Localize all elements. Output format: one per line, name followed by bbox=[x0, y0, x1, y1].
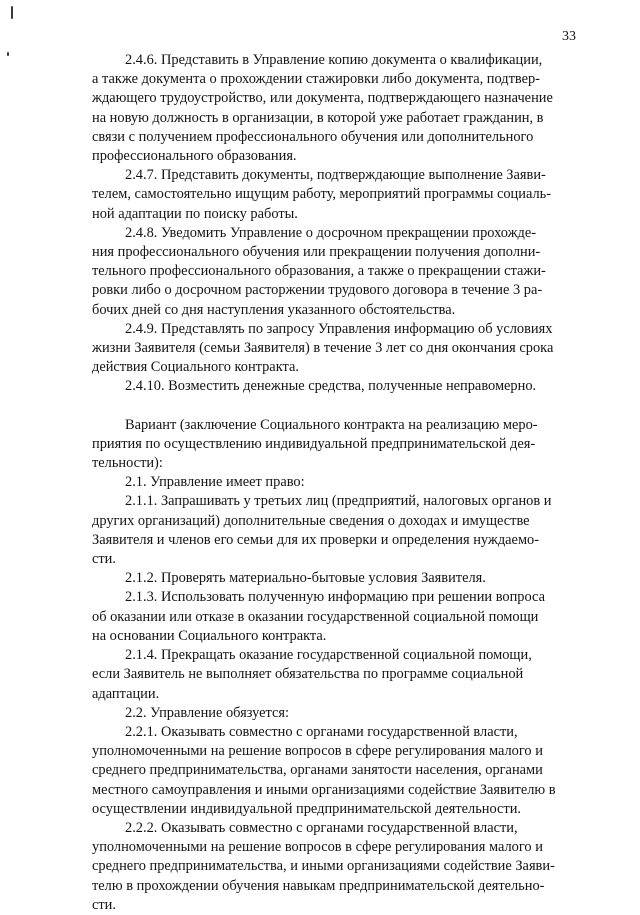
document-body bbox=[92, 51, 582, 915]
paragraph-2-1-3: 2.1.3. Использовать полученную информацию при решении вопроса об оказании или отказе в оказании государственной социальной помощи на основании Социального контракта. bbox=[92, 589, 546, 644]
scan-artifact-dot bbox=[7, 52, 9, 56]
variant-heading: Вариант (заключение Социального контракта на реализацию меро- приятия по осуществлению индивидуальной предпринимательской дея- тельности): bbox=[92, 416, 538, 472]
paragraph-2-1-2: 2.1.2. Проверять материально-бытовые условия Заявителя. bbox=[125, 570, 486, 587]
paragraph-2-4-8: 2.4.8. Уведомить Управление о досрочном прекращении прохожде- ния профессионального обучения или прекращении получения дополни- тельного профессионального образования, а также о прекращении стажи- ровки либо о досрочном расторжении трудового договора в течение 3 ра- бочих дней со дня наступления указанного обстоятельства. bbox=[92, 224, 546, 318]
paragraph-2-2-2: 2.2.2. Оказывать совместно с органами государственной власти, уполномоченными на решение вопросов в сфере регулирования малого и среднего предпринимательства, и иными организациями содействие Заяви- телю в прохождении обучения навыкам предпринимательской деятельно- сти. bbox=[92, 819, 555, 913]
paragraph-2-1: 2.1. Управление имеет право: bbox=[125, 474, 305, 491]
paragraph-2-2: 2.2. Управление обязуется: bbox=[125, 704, 289, 721]
paragraph-2-1-4: 2.1.4. Прекращать оказание государственной социальной помощи, если Заявитель не выполняет обязательства по программе социальной адаптации. bbox=[92, 647, 532, 702]
paragraph-2-2-1: 2.2.1. Оказывать совместно с органами государственной власти, уполномоченными на решение вопросов в сфере регулирования малого и среднего предпринимательства, органами занятости населения, органами местного самоуправления и иными организациями содействие Заявителю в осуществлении индивидуальной предпринимательской деятельности. bbox=[92, 723, 556, 817]
page-number: 33 bbox=[562, 29, 576, 44]
section-gap bbox=[92, 397, 582, 416]
paragraph-2-4-9: 2.4.9. Представлять по запросу Управления информацию об условиях жизни Заявителя (семьи Заявителя) в течение 3 лет со дня окончания срока действия Социального контракта. bbox=[92, 320, 554, 376]
scan-artifact-mark bbox=[11, 6, 13, 19]
paragraph-2-4-10: 2.4.10. Возместить денежные средства, полученные неправомерно. bbox=[125, 378, 537, 395]
paragraph-2-1-1: 2.1.1. Запрашивать у третьих лиц (предприятий, налоговых органов и других организаций) дополнительные сведения о доходах и имуществе Заявителя и членов его семьи для их проверки и определения нуждаемо- сти. bbox=[92, 493, 552, 568]
paragraph-2-4-6: 2.4.6. Представить в Управление копию документа о квалификации, а также документа о прохождении стажировки либо документа, подтвер- ждающего трудоустройство, или документа, подтверждающего назначение на новую должность в организации, в которой уже работает гражданин, в связи с получением профессионального обучения или дополнительного профессионального образования. bbox=[92, 52, 553, 165]
paragraph-2-4-7: 2.4.7. Представить документы, подтверждающие выполнение Заяви- телем, самостоятельно ищущим работу, мероприятий программы социаль- ной адаптации по поиску работы. bbox=[92, 167, 552, 222]
